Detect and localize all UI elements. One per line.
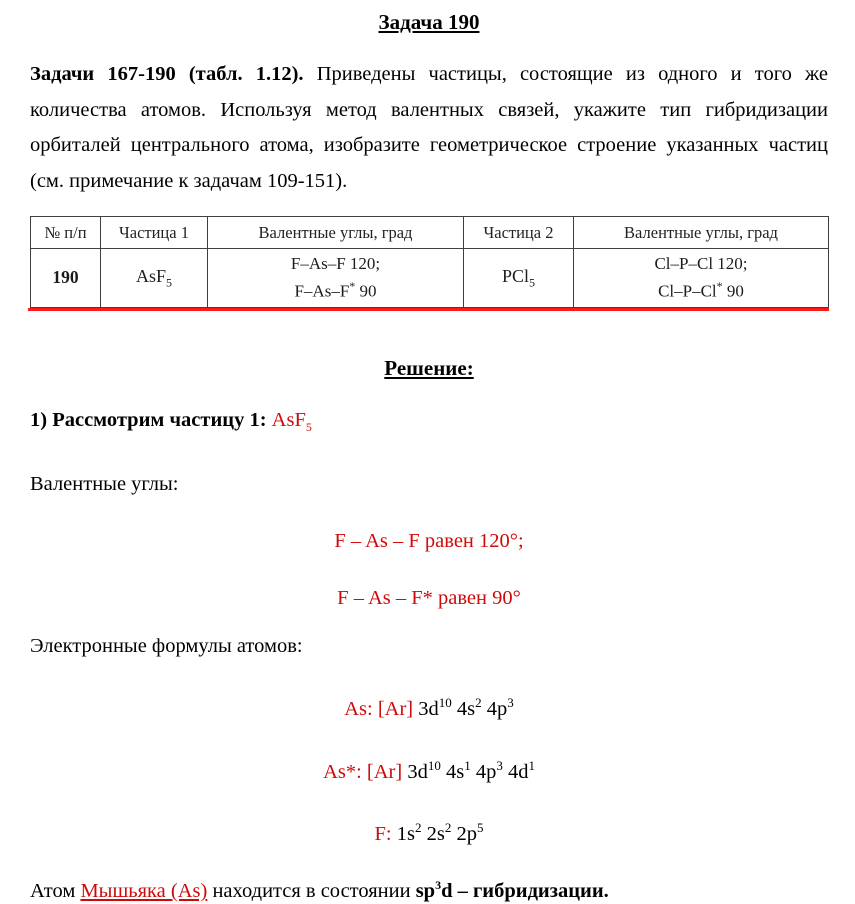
col-header-particle-1: Частица 1 xyxy=(101,217,208,249)
cell-particle-1 xyxy=(101,249,208,308)
electron-formula-as: As: [Ar] $3d^{10}$ $4s^2$ $4p^3$ xyxy=(344,694,514,720)
electron-formulas-label: Электронные формулы атомов: xyxy=(30,634,303,657)
problem-table xyxy=(30,216,829,308)
valence-angles-label: Валентные углы: xyxy=(30,472,179,495)
page-title: Задача 190 xyxy=(378,10,480,34)
solution-heading: Решение: xyxy=(384,355,474,380)
conclusion-hybridization: $sp^3d$ – гибридизации. xyxy=(415,878,609,903)
angles-1-line-1: F–As–F 120; xyxy=(290,254,381,273)
cell-problem-number: 190 xyxy=(31,249,101,308)
particle-1-formula: AsF xyxy=(135,265,166,286)
col-header-num: № п/п xyxy=(31,217,101,249)
cell-angles-2 xyxy=(574,249,829,308)
excited-state-star: * xyxy=(349,279,356,293)
conclusion-mid: находится в состоянии xyxy=(207,880,416,903)
col-header-angles-2: Валентные углы, град xyxy=(574,217,829,249)
formula-f-prefix: F: xyxy=(374,823,392,846)
col-header-angles-1: Валентные углы, град xyxy=(208,217,464,249)
formula-as-star-prefix: As*: [Ar] xyxy=(323,760,403,783)
angle-statement-1: F – As – F равен 120°; xyxy=(334,529,524,552)
conclusion-pre: Атом xyxy=(30,880,81,903)
table-header-row xyxy=(31,217,829,249)
electron-formula-as-excited: As*: [Ar] $3d^{10}$ $4s^1$ $4p^3$ $4d^1$ xyxy=(323,757,535,783)
cell-angles-1 xyxy=(208,249,464,308)
formula-as-prefix: As: [Ar] xyxy=(344,697,414,720)
table-row xyxy=(31,249,829,308)
particle-2-subscript: 5 xyxy=(529,275,536,290)
intro-text: Приведены частицы, состоящие из одного и того же количества атомов. Используя метод валентных связей, укажите тип гибридизации орбиталей центрального атома, изобразите геометрическое строение указанных частиц (см. примечание к задачам 109-151). xyxy=(30,63,828,192)
angles-2-line-2: Cl–P–Cl* 90 xyxy=(658,279,744,301)
particle-1-subscript: 5 xyxy=(166,275,172,290)
angles-2-line-1: Cl–P–Cl 120; xyxy=(654,254,748,273)
cell-particle-2 xyxy=(464,249,574,308)
step-1-heading xyxy=(30,407,828,440)
intro-paragraph xyxy=(30,57,828,199)
particle-2-formula: PCl xyxy=(501,265,530,286)
angle-statement-2: F – As – F* равен 90° xyxy=(337,586,521,609)
conclusion-line xyxy=(30,872,828,904)
electron-formula-f: F: $1s^2$ $2s^2$ $2p^5$ xyxy=(374,820,484,846)
angles-1-line-2: F–As–F* 90 xyxy=(294,279,377,301)
col-header-particle-2: Частица 2 xyxy=(464,217,574,249)
excited-state-star: * xyxy=(716,279,723,293)
table-red-underline xyxy=(28,308,829,311)
step-1-particle: AsF$_5$ xyxy=(271,408,312,434)
step-1-label: 1) Рассмотрим частицу 1: xyxy=(30,408,272,431)
intro-lead: Задачи 167-190 (табл. 1.12). xyxy=(30,63,304,85)
conclusion-element: Мышьяка (As) xyxy=(80,880,208,903)
